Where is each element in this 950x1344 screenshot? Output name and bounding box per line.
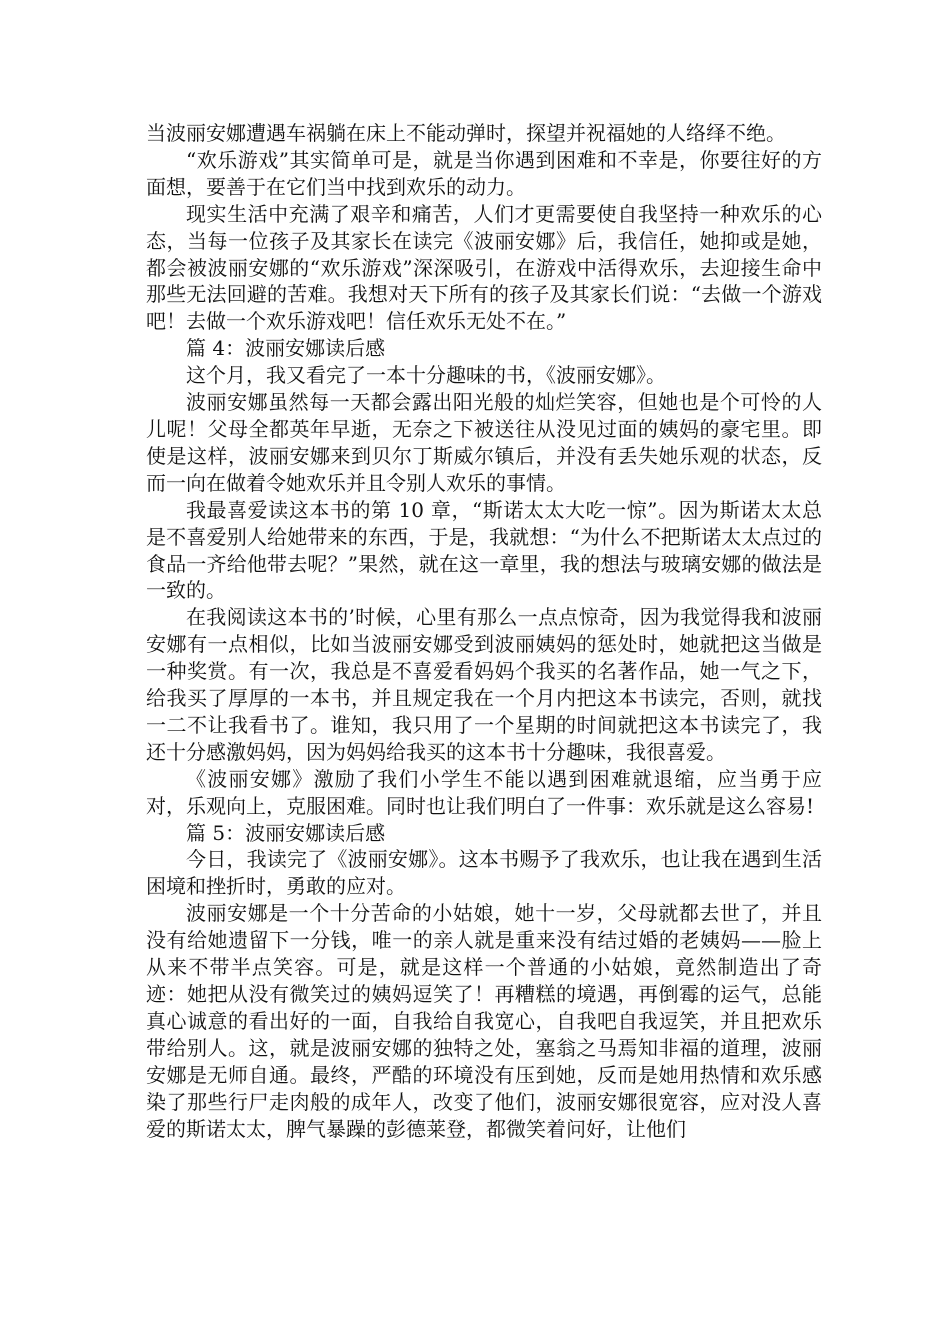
paragraph: “欢乐游戏”其实简单可是，就是当你遇到困难和不幸是，你要往好的方面想，要善于在它们当中找到欢乐的动力。 — [146, 147, 822, 199]
paragraph: 这个月，我又看完了一本十分趣味的书，《波丽安娜》。 — [186, 363, 666, 388]
paragraph: 《波丽安娜》激励了我们小学生不能以遇到困难就退缩，应当勇于应对，乐观向上，克服困难。同时也让我们明白了一件事：欢乐就是这么容易! — [146, 766, 822, 818]
paragraph: 波丽安娜是一个十分苦命的小姑娘，她十一岁，父母就都去世了，并且没有给她遗留下一分钱，唯一的亲人就是重来没有结过婚的老姨妈——脸上从来不带半点笑容。可是，就是这样一个普通的小姑娘，竟然制造出了奇迹：她把从没有微笑过的姨妈逗笑了！再糟糕的境遇，再倒霉的运气，总能真心诚意的看出好的一面，自我给自我宽心，自我吧自我逗笑，并且把欢乐带给别人。这，就是波丽安娜的独特之处，塞翁之马焉知非福的道理，波丽安娜是无师自通。最终，严酷的环境没有压到她，反而是她用热情和欢乐感染了那些行尸走肉般的成年人，改变了他们，波丽安娜很宽容，应对没人喜爱的斯诺太太，脾气暴躁的彭德莱登，都微笑着问好，让他们 — [146, 901, 822, 1141]
paragraph: 我最喜爱读这本书的第 10 章，“斯诺太太大吃一惊”。因为斯诺太太总是不喜爱别人给她带来的东西，于是，我就想：“为什么不把斯诺太太点过的食品一齐给他带去呢？”果然，就在这一章里，我的想法与玻璃安娜的做法是一致的。 — [146, 497, 822, 603]
paragraph: 波丽安娜虽然每一天都会露出阳光般的灿烂笑容，但她也是个可怜的人儿呢！父母全都英年早逝，无奈之下被送往从没见过面的姨妈的豪宅里。即使是这样，波丽安娜来到贝尔丁斯威尔镇后，并没有丢失她乐观的状态，反而一向在做着令她欢乐并且令别人欢乐的事情。 — [146, 390, 822, 495]
paragraph: 当波丽安娜遭遇车祸躺在床上不能动弹时，探望并祝福她的人络绎不绝。 — [146, 121, 786, 145]
document-body — [146, 120, 822, 1142]
paragraph: 在我阅读这本书的’时候，心里有那么一点点惊奇，因为我觉得我和波丽安娜有一点相似，比如当波丽安娜受到波丽姨妈的惩处时，她就把这当做是一种奖赏。有一次，我总是不喜爱看妈妈个我买的名著作品，她一气之下，给我买了厚厚的一本书，并且规定我在一个月内把这本书读完，否则，就找一二不让我看书了。谁知，我只用了一个星期的时间就把这本书读完了，我还十分感激妈妈，因为妈妈给我买的这本书十分趣味，我很喜爱。 — [146, 605, 822, 764]
paragraph: 现实生活中充满了艰辛和痛苦，人们才更需要使自我坚持一种欢乐的心态，当每一位孩子及其家长在读完《波丽安娜》后，我信任，她抑或是她，都会被波丽安娜的“欢乐游戏”深深吸引，在游戏中活得欢乐，去迎接生命中那些无法回避的苦难。我想对天下所有的孩子及其家长们说：“去做一个游戏吧！去做一个欢乐游戏吧！信任欢乐无处不在。” — [146, 201, 822, 334]
section-heading: 篇 5：波丽安娜读后感 — [186, 820, 386, 845]
section-heading: 篇 4：波丽安娜读后感 — [186, 336, 386, 361]
paragraph: 今日，我读完了《波丽安娜》。这本书赐予了我欢乐，也让我在遇到生活困境和挫折时，勇敢的应对。 — [146, 847, 822, 899]
